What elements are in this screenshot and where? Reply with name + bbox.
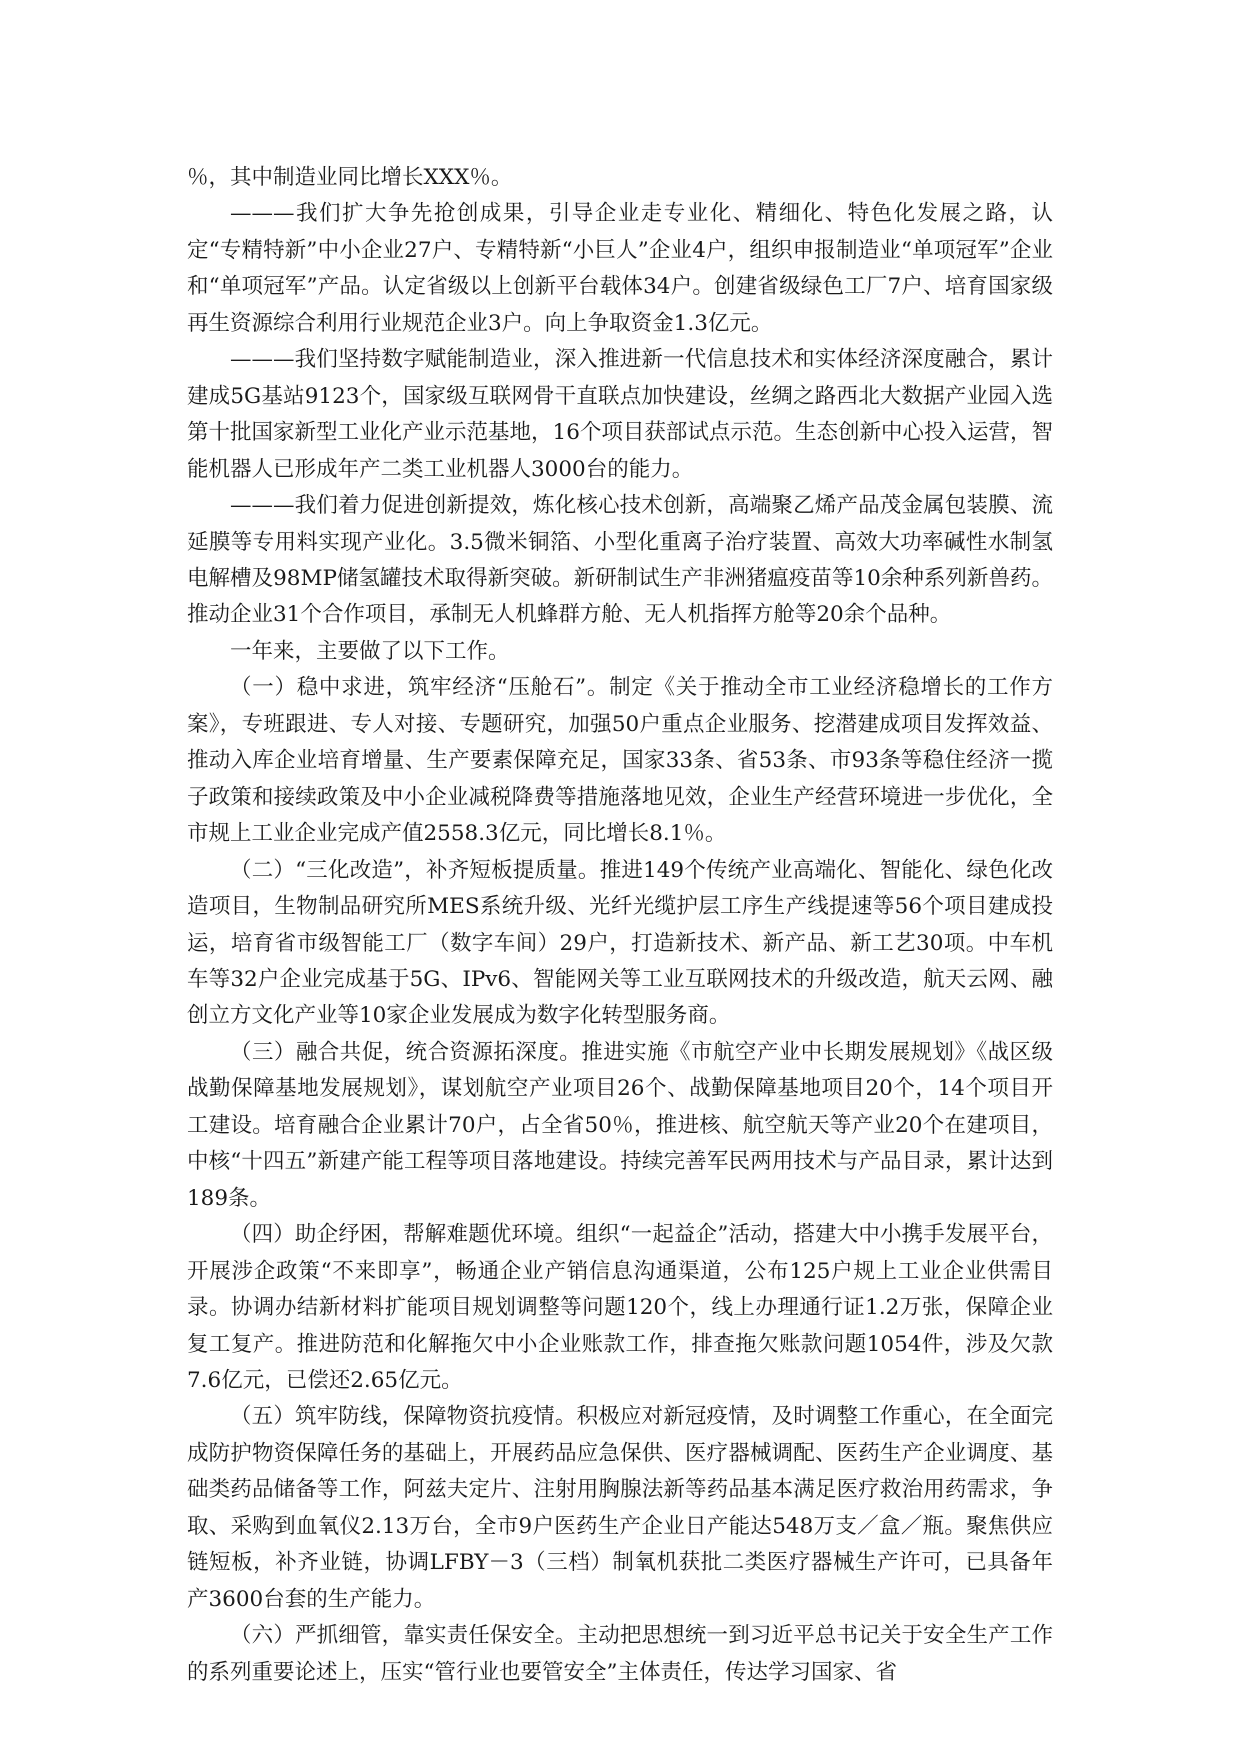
- paragraph-achievement-innovation: ———我们着力促进创新提效，炼化核心技术创新，高端聚乙烯产品茂金属包装膜、流延膜等专用料实现产业化。3.5微米铜箔、小型化重离子治疗装置、高效大功率碱性水制氢电解槽及98MP储氢罐技术取得新突破。新研制试生产非洲猪瘟疫苗等10余种系列新兽药。推动企业31个合作项目，承制无人机蜂群方舱、无人机指挥方舱等20余个品种。: [187, 493, 1053, 628]
- paragraph-work-item-3: （三）融合共促，统合资源拓深度。推进实施《市航空产业中长期发展规划》《战区级战勤保障基地发展规划》，谋划航空产业项目26个、战勤保障基地项目20个，14个项目开工建设。培育融合企业累计70户，占全省50％，推进核、航空航天等产业20个在建项目，中核“十四五”新建产能工程等项目落地建设。持续完善军民两用技术与产品目录，累计达到189条。: [187, 1039, 1053, 1211]
- paragraph-work-item-5: （五）筑牢防线，保障物资抗疫情。积极应对新冠疫情，及时调整工作重心，在全面完成防护物资保障任务的基础上，开展药品应急保供、医疗器械调配、医药生产企业调度、基础类药品储备等工作，阿兹夫定片、注射用胸腺法新等药品基本满足医疗救治用药需求，争取、采购到血氧仪2.13万台，全市9户医药生产企业日产能达548万支／盒／瓶。聚焦供应链短板，补齐业链，协调LFBY－3（三档）制氧机获批二类医疗器械生产许可，已具备年产3600台套的生产能力。: [187, 1404, 1053, 1612]
- paragraph-work-intro: 一年来，主要做了以下工作。: [230, 638, 510, 664]
- paragraph-achievement-brand: ———我们扩大争先抢创成果，引导企业走专业化、精细化、特色化发展之路，认定“专精特新”中小企业27户、专精特新“小巨人”企业4户，组织申报制造业“单项冠军”企业和“单项冠军”产品。认定省级以上创新平台载体34户。创建省级绿色工厂7户、培育国家级再生资源综合利用行业规范企业3户。向上争取资金1.3亿元。: [187, 201, 1053, 336]
- paragraph-work-item-4: （四）助企纾困，帮解难题优环境。组织“一起益企”活动，搭建大中小携手发展平台，开展涉企政策“不来即享”，畅通企业产销信息沟通渠道，公布125户规上工业企业供需目录。协调办结新材料扩能项目规划调整等问题120个，线上办理通行证1.2万张，保障企业复工复产。推进防范和化解拖欠中小企业账款工作，排查拖欠账款问题1054件，涉及欠款7.6亿元，已偿还2.65亿元。: [187, 1222, 1053, 1393]
- paragraph-work-item-6: （六）严抓细管，靠实责任保安全。主动把思想统一到习近平总书记关于安全生产工作的系列重要论述上，压实“管行业也要管安全”主体责任，传达学习国家、省: [187, 1623, 1053, 1685]
- paragraph-work-item-1: （一）稳中求进，筑牢经济“压舱石”。制定《关于推动全市工业经济稳增长的工作方案》，专班跟进、专人对接、专题研究，加强50户重点企业服务、挖潜建成项目发挥效益、推动入库企业培育增量、生产要素保障充足，国家33条、省53条、市93条等稳住经济一揽子政策和接续政策及中小企业减税降费等措施落地见效，企业生产经营环境进一步优化，全市规上工业企业完成产值2558.3亿元，同比增长8.1％。: [187, 675, 1053, 847]
- paragraph-work-item-2: （二）“三化改造”，补齐短板提质量。推进149个传统产业高端化、智能化、绿色化改造项目，生物制品研究所MES系统升级、光纤光缆护层工序生产线提速等56个项目建成投运，培育省市级智能工厂（数字车间）29户，打造新技术、新产品、新工艺30项。中车机车等32户企业完成基于5G、IPv6、智能网关等工业互联网技术的升级改造，航天云网、融创立方文化产业等10家企业发展成为数字化转型服务商。: [187, 857, 1053, 1029]
- document-body: [187, 160, 1053, 1691]
- paragraph-achievement-digital: ———我们坚持数字赋能制造业，深入推进新一代信息技术和实体经济深度融合，累计建成5G基站9123个，国家级互联网骨干直联点加快建设，丝绸之路西北大数据产业园入选第十批国家新型工业化产业示范基地，16个项目获部试点示范。生态创新中心投入运营，智能机器人已形成年产二类工业机器人3000台的能力。: [187, 347, 1053, 482]
- paragraph-continuation: ％，其中制造业同比增长XXX％。: [187, 165, 513, 190]
